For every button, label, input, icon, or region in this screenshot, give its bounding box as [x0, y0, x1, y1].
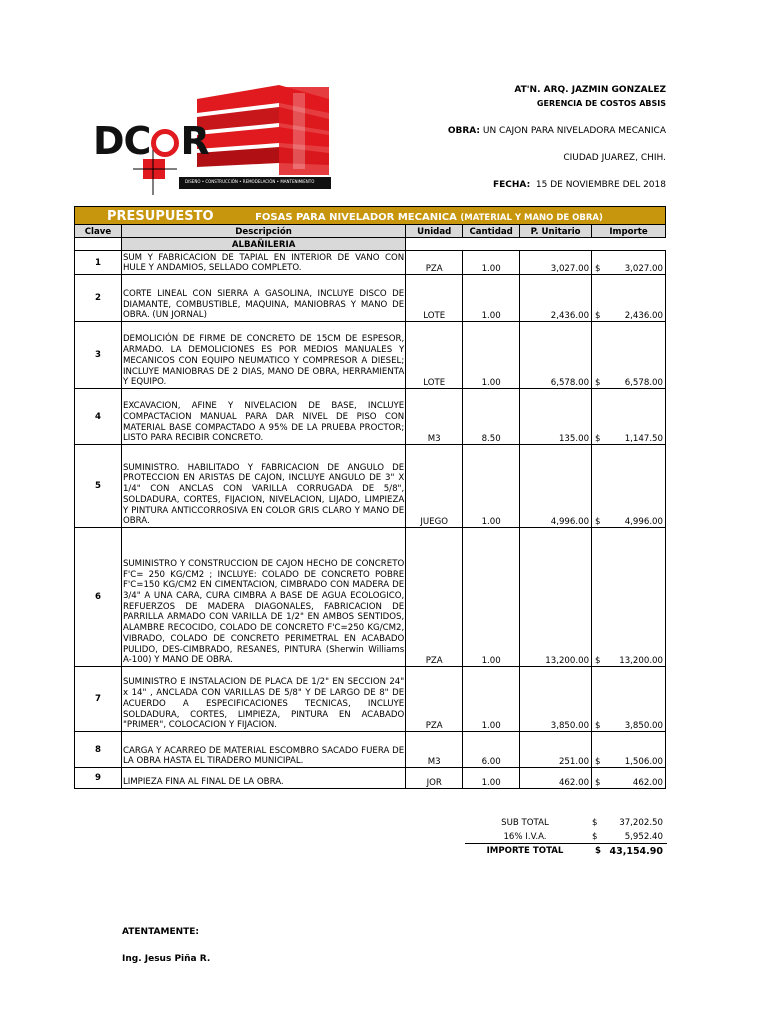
row-amount-value: 1,506.00 — [624, 757, 663, 767]
row-unit: M3 — [406, 732, 463, 768]
table-row — [75, 389, 666, 445]
col-cantidad: Cantidad — [463, 225, 520, 238]
column-header-row — [75, 225, 666, 238]
section-label: ALBAÑILERIA — [121, 238, 405, 251]
row-description: DEMOLICIÓN DE FIRME DE CONCRETO DE 15CM DE ESPESOR, ARMADO. LA DEMOLICIONES ES POR MEDIOS MANUALES Y MECANICOS CON EQUIPO NEUMATICO Y COMPRESOR A DIESEL; INCLUYE MANIOBRAS DE 2 DIAS, MANO DE OBRA, HERRAMIENTA Y EQUIPO. — [121, 322, 405, 389]
row-amount — [592, 322, 666, 389]
banner-cell — [75, 207, 666, 225]
total-value: 43,154.90 — [609, 846, 663, 857]
row-unit: LOTE — [406, 275, 463, 322]
row-description: SUMINISTRO E INSTALACION DE PLACA DE 1/2" EN SECCION 24" x 14" , ANCLADA CON VARILLAS DE 5/8" Y DE LARGO DE 8" DE ACUERDO A ESPECIFICACIONES TECNICAS, INCLUYE SOLDADURA, CORTES, LIMPIEZA, PINTURA EN ACABADO "PRIMER", COLOCACION Y FIJACION. — [121, 667, 405, 732]
row-unit: PZA — [406, 251, 463, 275]
subtotal-currency: $ — [592, 818, 598, 828]
logo-text-left: DC — [93, 119, 151, 163]
table-row — [75, 275, 666, 322]
currency-sign: $ — [595, 721, 601, 731]
row-clave: 9 — [75, 768, 122, 789]
currency-sign: $ — [595, 517, 601, 527]
quote-subtitle — [255, 212, 603, 223]
date-line — [493, 180, 666, 190]
row-unit-price: 2,436.00 — [520, 275, 592, 322]
row-unit: PZA — [406, 528, 463, 667]
total-label: IMPORTE TOTAL — [486, 846, 564, 856]
row-amount-value: 3,027.00 — [624, 264, 663, 274]
row-amount — [592, 251, 666, 275]
currency-sign: $ — [595, 264, 601, 274]
row-description: SUMINISTRO Y CONSTRUCCION DE CAJON HECHO DE CONCRETO F'C= 250 KG/CM2 ; INCLUYE: COLADO DE CONCRETO POBRE F'C=150 KG/CM2 EN CIMENTACION, CIMBRADO CON MADERA DE 3/4" A UNA CARA, CURA CIMBRA A BASE DE AGUA ECOLOGICO, REFUERZOS DE MADERA DIAGONALES, FABRICACION DE PARRILLA ARMADO CON VARILLA DE 1/2" EN AMBOS SENTIDOS, ALAMBRE RECOCIDO, COLADO DE CONCRETO F'C=250 KG/CM2, VIBRADO, COLADO DE CONCRETO PERIMETRAL EN ACABADO PULIDO, DES-CIMBRADO, RESANES, PINTURA (Sherwin Williams A-100) Y MANO DE OBRA. — [121, 528, 405, 667]
row-quantity: 1.00 — [463, 275, 520, 322]
row-unit-price: 4,996.00 — [520, 445, 592, 528]
currency-sign: $ — [595, 656, 601, 666]
row-unit-price: 251.00 — [520, 732, 592, 768]
col-unidad: Unidad — [406, 225, 463, 238]
row-amount-value: 1,147.50 — [624, 434, 663, 444]
row-clave: 3 — [75, 322, 122, 389]
attention-line: AT'N. ARQ. JAZMIN GONZALEZ — [514, 85, 666, 95]
iva-currency: $ — [592, 832, 598, 842]
col-importe: Importe — [592, 225, 666, 238]
row-unit-price: 3,850.00 — [520, 667, 592, 732]
table-row — [75, 768, 666, 789]
logo-tagline: DISEÑO • CONSTRUCCIÓN • REMODELACIÓN • MANTENIMIENTO — [185, 179, 315, 184]
currency-sign: $ — [595, 311, 601, 321]
table-row — [75, 528, 666, 667]
row-amount-value: 6,578.00 — [624, 378, 663, 388]
project-value: UN CAJON PARA NIVELADORA MECANICA — [482, 126, 666, 136]
row-description: SUM Y FABRICACION DE TAPIAL EN INTERIOR DE VANO CON HULE Y ANDAMIOS, SELLADO COMPLETO. — [121, 251, 405, 275]
company-logo — [93, 83, 338, 195]
row-amount — [592, 445, 666, 528]
totals-block — [465, 816, 667, 860]
row-clave: 2 — [75, 275, 122, 322]
currency-sign: $ — [595, 378, 601, 388]
date-value: 15 DE NOVIEMBRE DEL 2018 — [535, 180, 666, 190]
total-currency: $ — [595, 846, 601, 856]
row-quantity: 8.50 — [463, 389, 520, 445]
quote-table — [74, 206, 666, 789]
row-unit-price: 13,200.00 — [520, 528, 592, 667]
row-clave: 6 — [75, 528, 122, 667]
department-line: GERENCIA DE COSTOS ABSIS — [536, 99, 666, 108]
row-unit: LOTE — [406, 322, 463, 389]
logo-target-icon — [151, 129, 179, 157]
row-description: SUMINISTRO. HABILITADO Y FABRICACION DE ANGULO DE PROTECCION EN ARISTAS DE CAJON, INCLUYE ANGULO DE 3" X 1/4" CON ANCLAS CON VARILLA CORRUGADA DE 5/8", SOLDADURA, CORTES, FIJACION, NIVELACION, LIJADO, LIMPIEZA Y PINTURA ANTICCORROSIVA EN COLOR GRIS CLARO Y MANO DE OBRA. — [121, 445, 405, 528]
table-row — [75, 251, 666, 275]
row-amount — [592, 275, 666, 322]
row-clave: 4 — [75, 389, 122, 445]
project-line — [448, 126, 666, 136]
col-descripcion: Descripción — [121, 225, 405, 238]
signer-name: Ing. Jesus Piña R. — [122, 954, 211, 964]
row-unit: PZA — [406, 667, 463, 732]
table-row — [75, 322, 666, 389]
closing-text: ATENTAMENTE: — [122, 927, 200, 937]
row-amount-value: 3,850.00 — [624, 721, 663, 731]
col-clave: Clave — [75, 225, 122, 238]
row-amount-value: 462.00 — [632, 778, 663, 788]
row-quantity: 1.00 — [463, 768, 520, 789]
row-quantity: 1.00 — [463, 528, 520, 667]
currency-sign: $ — [595, 434, 601, 444]
row-quantity: 1.00 — [463, 322, 520, 389]
row-amount-value: 2,436.00 — [624, 311, 663, 321]
row-amount-value: 4,996.00 — [624, 517, 663, 527]
row-clave: 5 — [75, 445, 122, 528]
row-clave: 7 — [75, 667, 122, 732]
row-clave: 8 — [75, 732, 122, 768]
row-description: EXCAVACION, AFINE Y NIVELACION DE BASE, INCLUYE COMPACTACION MANUAL PARA DAR NIVEL DE PISO CON MATERIAL BASE COMPACTADO A 95% DE LA PRUEBA PROCTOR; LISTO PARA RECIBIR CONCRETO. — [121, 389, 405, 445]
row-amount — [592, 768, 666, 789]
row-amount — [592, 389, 666, 445]
section-row — [75, 238, 666, 251]
logo-text — [93, 121, 209, 161]
quote-subtitle-note: (MATERIAL Y MANO DE OBRA) — [460, 213, 603, 223]
iva-label: 16% I.V.A. — [503, 832, 547, 842]
row-amount-value: 13,200.00 — [619, 656, 663, 666]
subtotal-value: 37,202.50 — [619, 818, 663, 828]
row-amount — [592, 528, 666, 667]
row-quantity: 1.00 — [463, 445, 520, 528]
row-unit-price: 6,578.00 — [520, 322, 592, 389]
project-label: OBRA: — [447, 126, 480, 136]
table-row — [75, 667, 666, 732]
row-clave: 1 — [75, 251, 122, 275]
row-amount — [592, 667, 666, 732]
currency-sign: $ — [595, 757, 601, 767]
currency-sign: $ — [595, 778, 601, 788]
logo-text-right: R — [180, 119, 209, 163]
row-unit: JOR — [406, 768, 463, 789]
row-amount — [592, 732, 666, 768]
row-unit: JUEGO — [406, 445, 463, 528]
row-description: LIMPIEZA FINA AL FINAL DE LA OBRA. — [121, 768, 405, 789]
row-unit: M3 — [406, 389, 463, 445]
table-row — [75, 732, 666, 768]
subtotal-label: SUB TOTAL — [501, 818, 549, 828]
iva-value: 5,952.40 — [624, 832, 663, 842]
table-banner — [75, 207, 666, 225]
row-description: CARGA Y ACARREO DE MATERIAL ESCOMBRO SACADO FUERA DE LA OBRA HASTA EL TIRADERO MUNICIPAL. — [121, 732, 405, 768]
row-unit-price: 3,027.00 — [520, 251, 592, 275]
table-row — [75, 445, 666, 528]
row-quantity: 1.00 — [463, 667, 520, 732]
row-quantity: 1.00 — [463, 251, 520, 275]
row-quantity: 6.00 — [463, 732, 520, 768]
col-pu: P. Unitario — [520, 225, 592, 238]
row-unit-price: 462.00 — [520, 768, 592, 789]
quote-subtitle-main: FOSAS PARA NIVELADOR MECANICA — [255, 212, 457, 223]
row-description: CORTE LINEAL CON SIERRA A GASOLINA, INCLUYE DISCO DE DIAMANTE, COMBUSTIBLE, MAQUINA, MANIOBRAS Y MANO DE OBRA. (UN JORNAL) — [121, 275, 405, 322]
date-label: FECHA: — [493, 180, 531, 190]
row-unit-price: 135.00 — [520, 389, 592, 445]
city-line: CIUDAD JUAREZ, CHIH. — [563, 153, 666, 163]
total-divider — [465, 843, 667, 844]
quote-title: PRESUPUESTO — [107, 209, 214, 224]
